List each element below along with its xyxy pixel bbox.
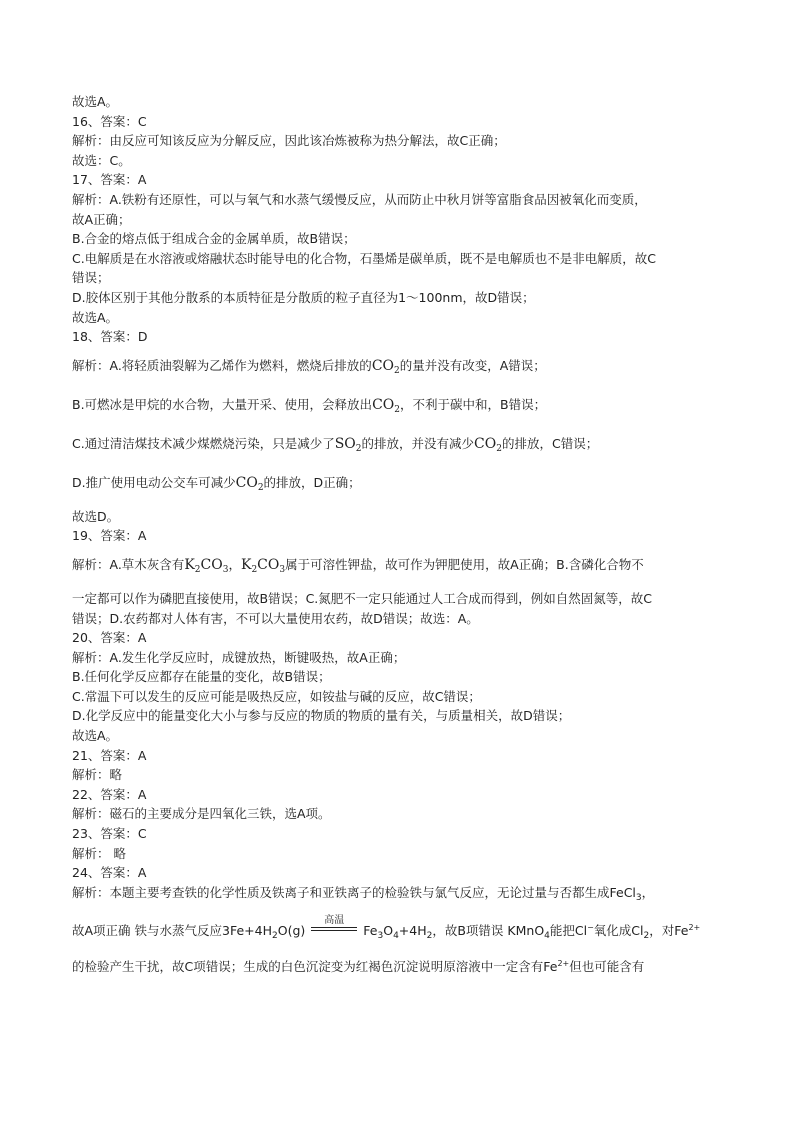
formula-symbol: CO xyxy=(371,357,395,374)
arrow-bar xyxy=(311,930,357,931)
text-span: O(g) xyxy=(277,923,306,939)
text-span: B.可燃冰是甲烷的水合物，大量开采、使用，会释放出 xyxy=(72,396,373,412)
document-page xyxy=(72,92,732,980)
reaction-condition-arrow xyxy=(311,915,357,939)
text-span: 解析：本题主要考查铁的化学性质及铁离子和亚铁离子的检验铁与氯气反应，无论过量与否都生成FeCl xyxy=(72,884,636,900)
text-line: 故A正确； xyxy=(72,211,131,227)
answer-heading-24: 24、答案：A xyxy=(72,865,147,881)
text-line: 解析：A.发生化学反应时，成键放热，断键吸热，故A正确； xyxy=(72,649,406,665)
text-span: 氧化成Cl xyxy=(593,923,644,939)
formula-subscript: 3 xyxy=(377,931,384,942)
arrow-bar xyxy=(311,927,357,928)
text-span: D.推广使用电动公交车可减少 xyxy=(72,474,236,490)
text-span: Fe xyxy=(363,923,378,939)
formula-so2 xyxy=(335,436,362,452)
text-span: 的排放，并没有减少 xyxy=(361,435,475,451)
formula-subscript: 2 xyxy=(355,443,362,454)
answer-heading-19: 19、答案：A xyxy=(72,528,147,544)
formula-symbol: K xyxy=(184,556,195,573)
text-span: ，故B项错误 KMnO xyxy=(432,923,545,939)
formula-subscript: 2 xyxy=(251,564,258,575)
text-line: 解析： 略 xyxy=(72,845,126,861)
formula-subscript: 2 xyxy=(257,482,264,493)
text-line: D.胶体区别于其他分散系的本质特征是分散质的粒子直径为1～100nm，故D错误； xyxy=(72,289,535,305)
text-line: 故选A。 xyxy=(72,728,119,744)
text-span: 解析：A.将轻质油裂解为乙烯作为燃料，燃烧后排放的 xyxy=(72,357,372,373)
formula-subscript: 3 xyxy=(222,564,229,575)
answer-heading-21: 21、答案：A xyxy=(72,747,147,763)
answer-heading-22: 22、答案：A xyxy=(72,786,147,802)
text-span: 属于可溶性钾盐，故可作为钾肥使用，故A正确；B.含磷化合物不 xyxy=(285,556,644,572)
text-line: 解析：磁石的主要成分是四氧化三铁，选A项。 xyxy=(72,806,331,822)
text-span: 故A项正确 铁与水蒸气反应3Fe+4H xyxy=(72,923,273,939)
text-line xyxy=(72,883,732,909)
text-line: C.常温下可以发生的反应可能是吸热反应，如铵盐与碱的反应，故C错误； xyxy=(72,688,481,704)
formula-superscript: 2+ xyxy=(688,923,701,933)
text-line xyxy=(72,429,732,464)
formula-subscript: 2 xyxy=(394,365,400,376)
formula-symbol: CO xyxy=(235,474,258,491)
reaction-condition-label: 高温 xyxy=(324,915,345,927)
text-span: ， xyxy=(641,884,655,900)
answer-heading-23: 23、答案：C xyxy=(72,826,147,842)
formula-symbol: K xyxy=(240,556,252,573)
text-span: 的量并没有改变，A错误； xyxy=(399,357,546,373)
text-line: 故选：C。 xyxy=(72,152,131,168)
text-line: B.合金的熔点低于组成合金的金属单质，故B错误； xyxy=(72,231,356,247)
formula-co2 xyxy=(372,358,400,374)
text-span: O xyxy=(383,923,394,939)
text-span: C.通过清洁煤技术减少煤燃烧污染，只是减少了 xyxy=(72,435,335,451)
text-span: 的检验产生干扰，故C项错误；生成的白色沉淀变为红褐色沉淀说明原溶液中一定含有Fe xyxy=(72,959,558,975)
formula-co2 xyxy=(474,436,502,452)
text-line: C.电解质是在水溶液或熔融状态时能导电的化合物，石墨烯是碳单质，既不是电解质也不是非电解质，故C xyxy=(72,250,656,266)
answer-heading-18: 18、答案：D xyxy=(72,329,148,345)
text-line: 故选D。 xyxy=(72,508,120,524)
text-span: +4H xyxy=(398,923,427,939)
paragraph xyxy=(72,914,732,980)
text-line: 故选A。 xyxy=(72,94,119,109)
text-line xyxy=(72,550,732,585)
formula-subscript: 3 xyxy=(279,564,286,575)
text-span: 解析：A.草木灰含有 xyxy=(72,556,185,572)
text-span: ，对Fe xyxy=(649,923,689,939)
answer-heading-16: 16、答案：C xyxy=(72,113,147,129)
formula-subscript: 2 xyxy=(643,931,650,942)
formula-subscript: 2 xyxy=(394,404,400,415)
text-span: 但也可能含有 xyxy=(569,959,645,975)
formula-symbol: CO xyxy=(474,435,497,452)
formula-co2 xyxy=(236,475,264,491)
text-line: 错误；D.农药都对人体有害，不可以大量使用农药，故D错误；故选：A。 xyxy=(72,610,479,626)
text-line: B.任何化学反应都存在能量的变化，故B错误； xyxy=(72,669,331,685)
text-line: 故选A。 xyxy=(72,309,119,325)
formula-subscript: 2 xyxy=(272,931,278,942)
formula-subscript: 2 xyxy=(426,931,433,942)
text-span: ， xyxy=(228,556,241,572)
text-span: ，不利于碳中和，B错误； xyxy=(400,396,547,412)
formula-subscript: 2 xyxy=(496,443,502,454)
formula-co2 xyxy=(372,397,400,413)
formula-symbol: CO xyxy=(257,556,280,573)
formula-symbol: SO xyxy=(334,435,356,452)
text-line: 一定都可以作为磷肥直接使用，故B错误；C.氮肥不一定只能通过人工合成而得到，例如自然固氮等，故C xyxy=(72,590,653,606)
text-line: 解析：由反应可知该反应为分解反应，因此该冶炼被称为热分解法，故C正确； xyxy=(72,133,506,149)
formula-superscript: 2+ xyxy=(557,959,570,969)
text-span: 的排放，D正确； xyxy=(263,474,361,490)
answer-heading-20: 20、答案：A xyxy=(72,630,147,646)
text-line: D.化学反应中的能量变化大小与参与反应的物质的物质的量有关，与质量相关，故D错误； xyxy=(72,708,571,724)
text-line xyxy=(72,950,732,980)
formula-symbol: CO xyxy=(372,396,395,413)
formula-k2co3 xyxy=(184,557,228,573)
text-line: 解析：A.铁粉有还原性，可以与氧气和水蒸气缓慢反应，从而防止中秋月饼等富脂食品因被氧化而变质， xyxy=(72,191,647,207)
formula-subscript: 3 xyxy=(635,892,642,903)
text-span: 的排放，C错误； xyxy=(501,435,599,451)
formula-subscript: 4 xyxy=(393,931,399,942)
answer-heading-17: 17、答案：A xyxy=(72,172,147,188)
text-line xyxy=(72,468,732,503)
formula-subscript: 4 xyxy=(544,931,550,942)
text-line xyxy=(72,390,732,425)
text-line xyxy=(72,914,732,950)
formula-subscript: 2 xyxy=(194,564,201,575)
text-span: 能把Cl xyxy=(549,923,588,939)
formula-k2co3 xyxy=(241,557,285,573)
text-line: 错误； xyxy=(72,270,110,286)
formula-superscript: − xyxy=(587,923,594,933)
formula-symbol: CO xyxy=(200,556,223,573)
text-line: 解析：略 xyxy=(72,767,123,783)
text-line xyxy=(72,351,732,386)
